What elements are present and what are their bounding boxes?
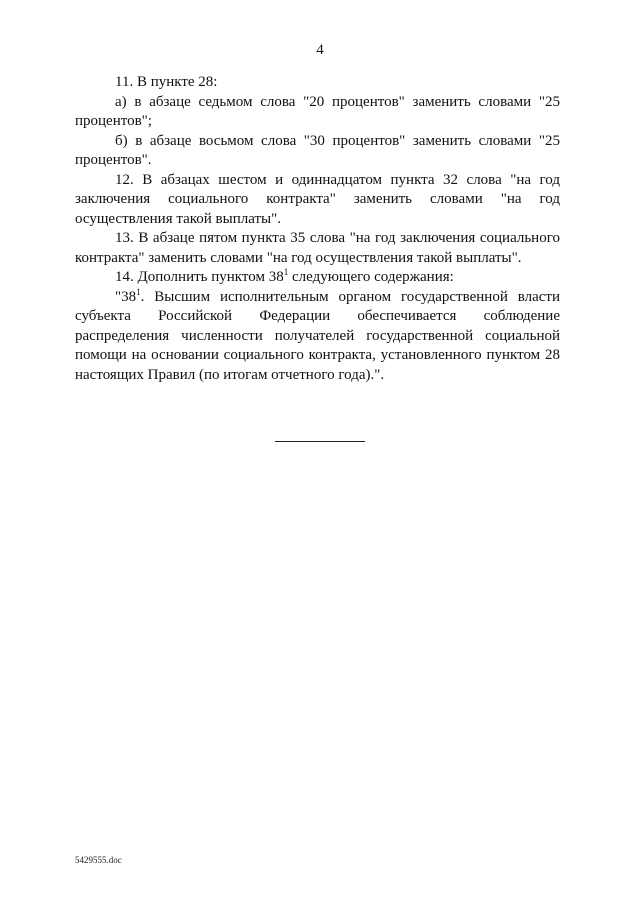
document-body (75, 73, 560, 385)
paragraph-item-12: 12. В абзацах шестом и одиннадцатом пункта 32 слова "на год заключения социального контракта" заменить словами "на год осуществления такой выплаты". (75, 171, 560, 227)
paragraph-item-11: 11. В пункте 28: (115, 74, 218, 90)
paragraph-item-14 (75, 268, 560, 288)
item-14-superscript: 1 (283, 267, 289, 277)
item-38-text-after: . Высшим исполнительным органом государственной власти субъекта Российской Федерации обеспечивается соблюдение распределения численности получателей государственной социальной помощи на основании социального контракта, установленного пунктом 28 настоящих Правил (по итогам отчетного года).". (75, 288, 560, 383)
paragraph-item-11b: б) в абзаце восьмом слова "30 процентов" заменить словами "25 процентов". (75, 132, 560, 168)
item-38-text-before: "38 (115, 288, 137, 305)
item-14-text-after: следующего содержания: (288, 269, 454, 285)
item-38-superscript: 1 (136, 286, 141, 297)
paragraph-item-11a: а) в абзаце седьмом слова "20 процентов" заменить словами "25 процентов"; (75, 93, 560, 129)
footer-doc-code: 5429555.doc (75, 855, 122, 865)
paragraph-item-38-1 (75, 288, 560, 386)
paragraph-item-13: 13. В абзаце пятом пункта 35 слова "на год заключения социального контракта" заменить словами "на год осуществления такой выплаты". (75, 230, 560, 266)
page-number: 4 (316, 42, 324, 58)
item-14-text-before: 14. Дополнить пунктом 38 (115, 269, 284, 285)
end-divider-line (275, 441, 365, 442)
